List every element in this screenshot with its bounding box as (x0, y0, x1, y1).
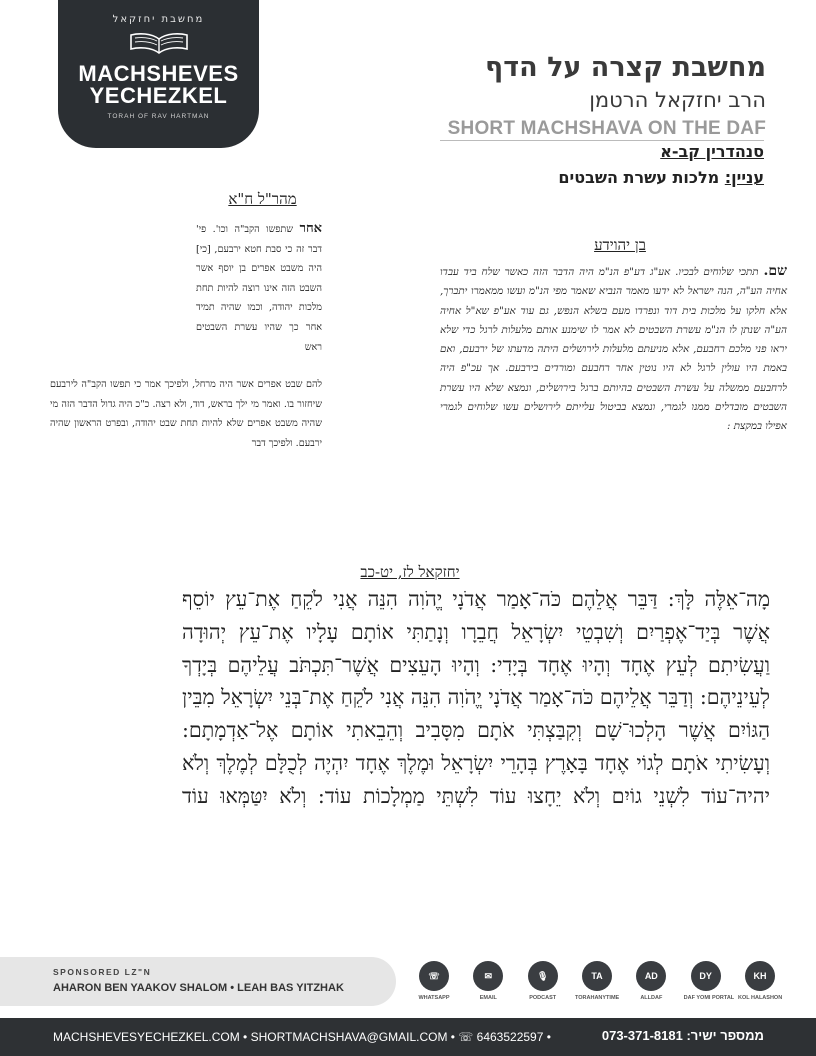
logo-tagline: TORAH OF RAV HARTMAN (107, 113, 210, 120)
footer-direct-line (602, 1028, 764, 1043)
footer-bar (0, 1018, 816, 1056)
direct-line-number[interactable]: 073-371-8181 (601, 1028, 683, 1043)
link-label: ALLDAF (640, 995, 663, 1001)
link-label: DAF YOMI PORTAL (683, 995, 735, 1001)
link-email[interactable] (466, 961, 510, 1006)
link-podcast[interactable] (521, 961, 565, 1006)
maharal-narrow-body: שתפשו הקב"ה וכו'. פי' דבר זה כי סבת חטא ירבעם, [כי] היה משבט אפרים בן יוסף אשר השבט הזה אינו רוצה להיות תחת מלכות יהודה, וכמו שהיה תמיד אחר כך שהיו עשרת השבטים ראש (196, 224, 322, 353)
english-title: SHORT MACHSHAVA ON THE DAF (447, 118, 766, 139)
topic-text: מלכות עשרת השבטים (558, 168, 720, 187)
logo-hebrew: מחשבת יחזקאל (112, 14, 205, 25)
maharal-first-word: אחר (299, 221, 322, 236)
podcast-icon: 🎙 (528, 961, 558, 991)
link-whatsapp[interactable] (412, 961, 456, 1006)
link-icons (412, 961, 782, 1006)
verse-title: יחזקאל לז, יט-כב (360, 563, 460, 581)
kol-halashon-icon: KH (745, 961, 775, 991)
dafyomi-portal-icon: DY (691, 961, 721, 991)
torahanytime-icon: TA (582, 961, 612, 991)
topic-label: עניין: (724, 168, 764, 187)
link-alldaf[interactable] (629, 961, 673, 1006)
ben-yehoyada-title: בן יהוידע (594, 236, 646, 254)
open-book-icon (127, 29, 191, 57)
page-title: מחשבת קצרה על הדף (485, 52, 766, 83)
link-label: PODCAST (529, 995, 557, 1001)
alldaf-icon: AD (636, 961, 666, 991)
link-label: EMAIL (479, 995, 497, 1001)
maharal-text-wide: להם שבט אפרים אשר היה מרחל, ולפיכך אמר כי תפשו הקב"ה לירבעם שיחזור בו. ואמר מי ילך בראש, דוד, ולא רצה. כ"כ היה גדול הדבר הזה מי שהיה משבט אפרים שלא להיות תחת שבט יהודה, ובפרט הראשון שהיה ירבעם. ולפיכך דבר (50, 379, 322, 449)
link-label: TORAHANYTIME (574, 995, 620, 1001)
footer-contact[interactable]: MACHSHEVESYECHEZKEL.COM • SHORTMACHSHAVA@GMAIL.COM • ☏ 6463522597 • (53, 1030, 551, 1044)
logo-line2: YECHEZKEL (89, 83, 228, 108)
maharal-title: מהר"ל ח"א (228, 190, 297, 208)
direct-line-label: ממספר ישיר: (686, 1028, 764, 1043)
topic-line (558, 168, 764, 187)
ben-yehoyada-body: תתכי שלוחים לבכיו. אע"ג דע"פ הנ"מ היה הדבר הזה כאשר שלח ביד עבדו אחיה הע"ה, הנה ישראל לא ידעו מאמר הנביא שאמר מפי הנ"מ ועשו ממאמרו יתברך, אלא חלקו על מלכות בית דוד ונפרדו מעם בשלא הנפש, גם עוד אע"פ שא"ל אחיה הע"ה שנתן לו הנ"מ עשרת השבטים לא אמר לו שימנע אותם מלעלות לרגל כדי שלא יראו פני מלכם רחבעם, אלא מניעתם מלעלות לירושלים היתה מדעתו של ירבעם, ואם באמת היו עולין לרגל לא היו נוטין אחר רחבעם ומורדים בירבעם. אך עכ"פ היה לרחבעם ממשלה על עשרת השבטים בהיותם ברגל בירושלים, ונמצא שלא היו עשרת השבטים מובדלים ממנו לגמרי, ונמצא בביטול עלייתם לירושלים עשו שלוחים לגמרי אפילו במקצת : (440, 266, 787, 433)
link-label: WHATSAPP (418, 995, 450, 1001)
link-label: KOL HALASHON (737, 995, 783, 1001)
header-divider (440, 140, 764, 141)
logo-line1: MACHSHEVES (78, 61, 239, 86)
daf-reference: סנהדרין קב-א (660, 142, 764, 161)
ben-yehoyada-first-word: שם. (763, 263, 787, 279)
sponsor-label: SPONSORED LZ"N (53, 967, 152, 977)
link-dafyomi-portal[interactable] (683, 961, 735, 1006)
maharal-text-narrow (196, 219, 322, 357)
email-icon: ✉ (473, 961, 503, 991)
logo (58, 0, 259, 148)
link-torahanytime[interactable] (575, 961, 619, 1006)
author-name: הרב יחזקאל הרטמן (589, 88, 766, 112)
ben-yehoyada-text (440, 262, 787, 437)
whatsapp-icon: ☏ (419, 961, 449, 991)
verse-text: מָה־אֵלֶּה לָּךְ: דַּבֵּר אֲלֵהֶם כֹּה־אָמַר אֲדֹנָי יֱהֹוִה הִנֵּה אֲנִי לֹקֵחַ אֶת־עֵץ יוֹסֵף אֲשֶׁר בְּיַד־אֶפְרַיִם וְשִׁבְטֵי יִשְׂרָאֵל חֲבֵרָו וְנָתַתִּי אוֹתָם עָלָיו אֶת־עֵץ יְהוּדָה וַעֲשִׂיתִם לְעֵץ אֶחָד וְהָיוּ אֶחָד בְּיָדִי: וְהָיוּ הָעֵצִים אֲשֶׁר־תִּכְתֹּב עֲלֵיהֶם בְּיָדְךָ לְעֵינֵיהֶם: וְדַבֵּר אֲלֵיהֶם כֹּה־אָמַר אֲדֹנָי יֱהֹוִה הִנֵּה אֲנִי לֹקֵחַ אֶת־בְּנֵי יִשְׂרָאֵל מִבֵּין הַגּוֹיִם אֲשֶׁר הָלְכוּ־שָׁם וְקִבַּצְתִּי אֹתָם מִסָּבִיב וְהֵבֵאתִי אוֹתָם אֶל־אַדְמָתָם: וְעָשִׂיתִי אֹתָם לְגוֹי אֶחָד בָּאָרֶץ בְּהָרֵי יִשְׂרָאֵל וּמֶלֶךְ אֶחָד יִהְיֶה לְכֻלָּם לְמֶלֶךְ וְלֹא יהיה־עוֹד לִשְׁנֵי גוֹיִם וְלֹא יֵחָצוּ עוֹד לִשְׁתֵּי מַמְלָכוֹת עוֹד: וְלֹא יִטַּמְּאוּ עוֹד (182, 587, 770, 808)
sponsor-names: AHARON BEN YAAKOV SHALOM • LEAH BAS YITZHAK (53, 982, 344, 994)
link-kol-halashon[interactable] (738, 961, 782, 1006)
